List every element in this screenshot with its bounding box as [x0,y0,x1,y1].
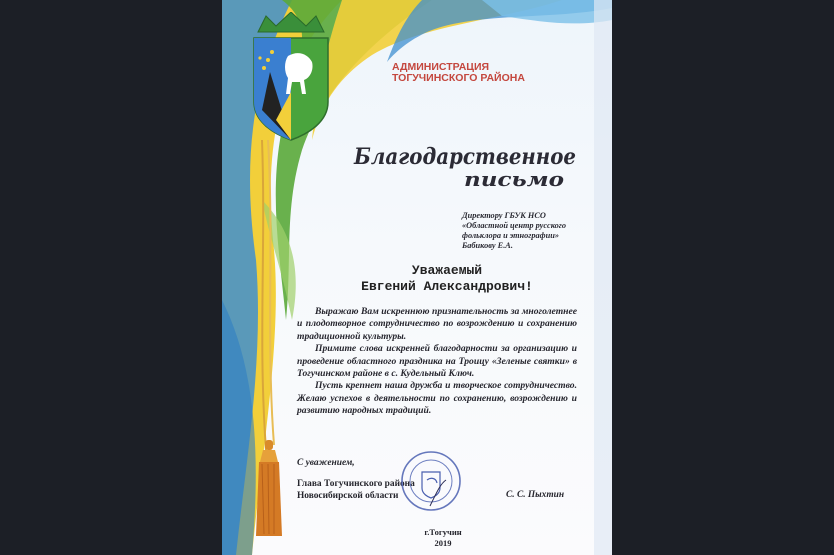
coat-of-arms-icon [248,12,334,142]
letter-body [297,306,577,418]
body-paragraph: Выражаю Вам искреннюю признательность за многолетнее и плодотворное сотрудничество по возрождению и сохранению традиционной культуры. [297,306,577,342]
addressee-block: Директору ГБУК НСО «Областной центр русского фольклора и этнографии» Бабикову Е.А. [462,211,566,250]
letter-title [352,142,582,190]
stamp-icon [400,450,462,512]
tassel-icon [254,440,284,540]
title-line-2: письмо [464,167,564,190]
closing-phrase: С уважением, [297,458,355,468]
salutation: Уважаемый Евгений Александрович! [361,263,533,294]
body-paragraph: Пусть крепнет наша дружба и творческое сотрудничество. Желаю успехов в деятельности по сохранению, возрождению и развитию народных традиций. [297,380,577,417]
place-and-year: г.Тогучин 2019 [424,527,462,548]
organization-name: АДМИНИСТРАЦИЯ ТОГУЧИНСКОГО РАЙОНА [392,61,525,84]
title-line-1: Благодарственное [353,144,576,170]
certificate-document [222,0,612,555]
signer-position: Глава Тогучинского района Новосибирской области [297,479,415,501]
body-paragraph: Примите слова искренней благодарности за организацию и проведение областного праздника на Троицу «Зеленые святки» в Тогучинском районе в с. Кудельный Ключ. [297,343,577,380]
signer-name: С. С. Пыхтин [506,490,565,500]
